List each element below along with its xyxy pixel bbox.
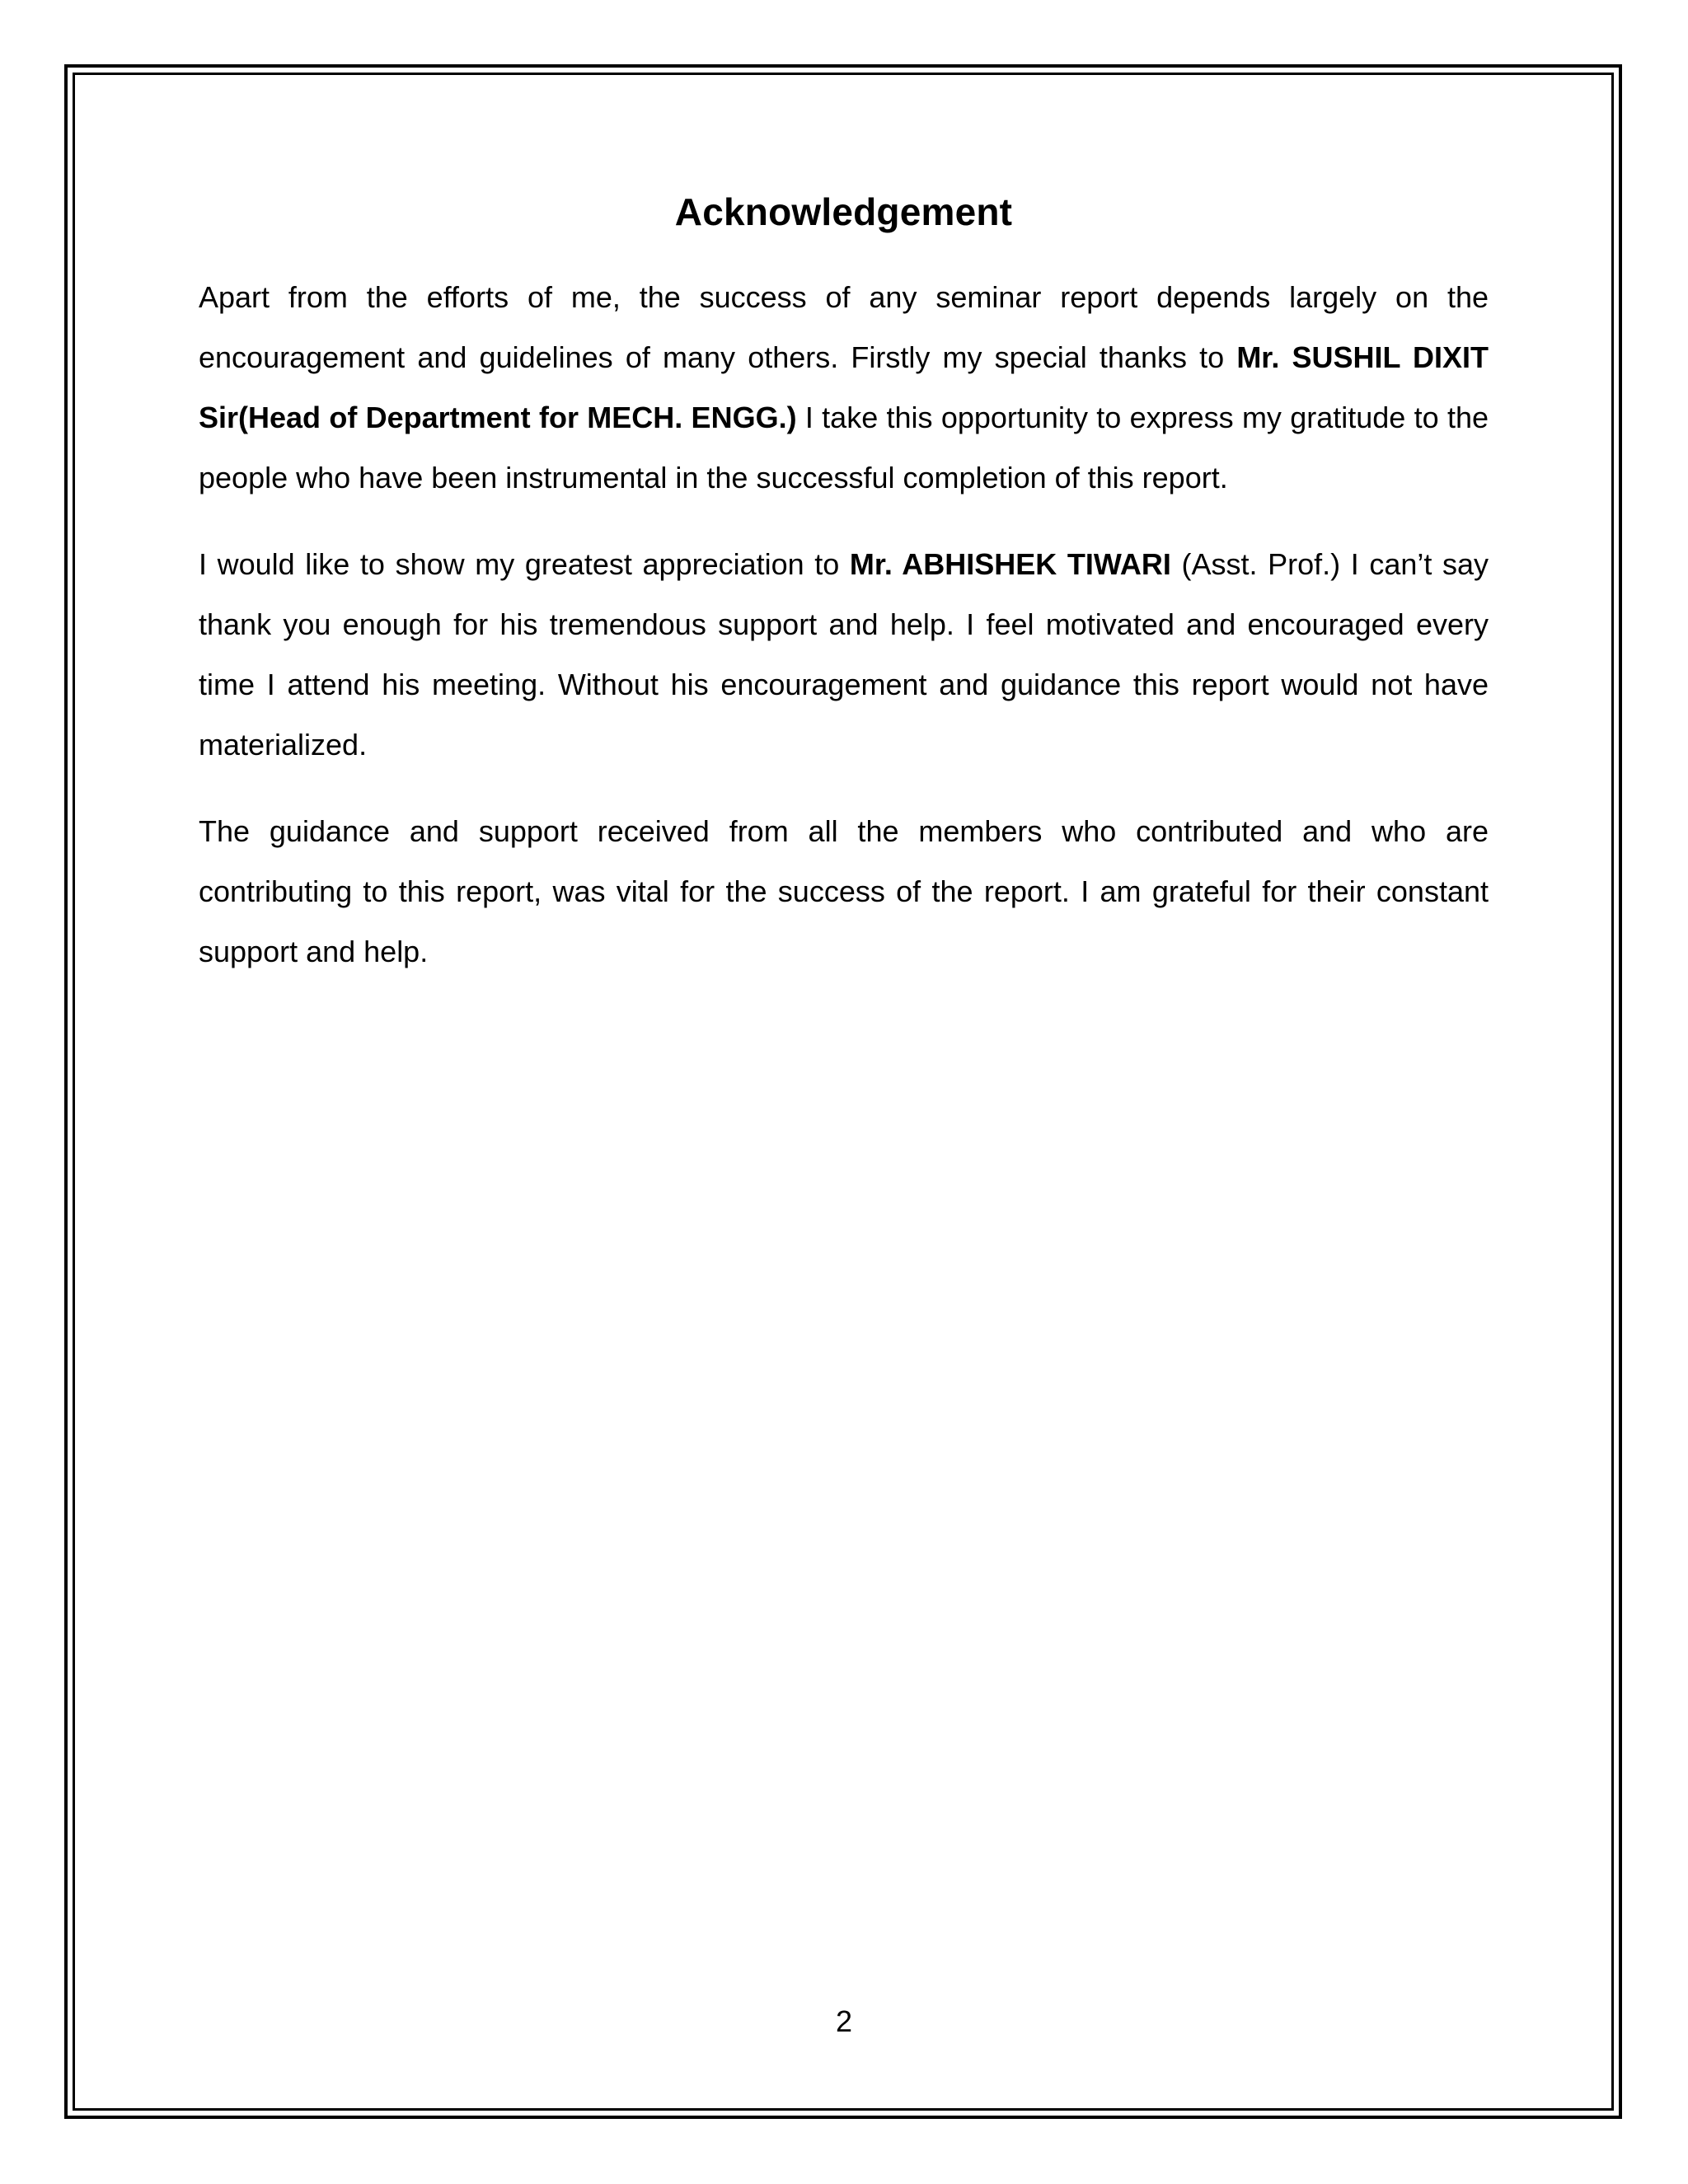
document-body <box>199 190 1489 1008</box>
paragraph-2-text-2: (Asst. Prof.) I can’t say thank you enough for his tremendous support and help. I feel motivated and encouraged every time I attend his meeting. Without his encouragement and guidance this report would not have materialized. <box>199 547 1489 762</box>
paragraph-2-text-1: I would like to show my greatest appreciation to <box>199 547 850 581</box>
paragraph-1-text-2: I take this opportunity to express my gratitude to the people who have been instrumental in the successful completion of this report. <box>199 401 1489 494</box>
guide-name: Mr. ABHISHEK TIWARI <box>849 547 1171 581</box>
paragraph-1-text-1: Apart from the efforts of me, the success of any seminar report depends largely on the encouragement and guidelines of many others. Firstly my special thanks to <box>199 280 1489 374</box>
page-title: Acknowledgement <box>674 190 1013 233</box>
hod-name: Mr. SUSHIL DIXIT Sir(Head of Department for MECH. ENGG.) <box>199 340 1489 434</box>
paragraph-3 <box>199 801 1489 982</box>
paragraph-1 <box>199 267 1489 508</box>
paragraph-2 <box>199 534 1489 775</box>
paragraph-3-text-1: The guidance and support received from all the members who contributed and who are contributing to this report, was vital for the success of the report. I am grateful for their constant support and help. <box>199 814 1489 968</box>
page-number: 2 <box>835 2004 853 2038</box>
